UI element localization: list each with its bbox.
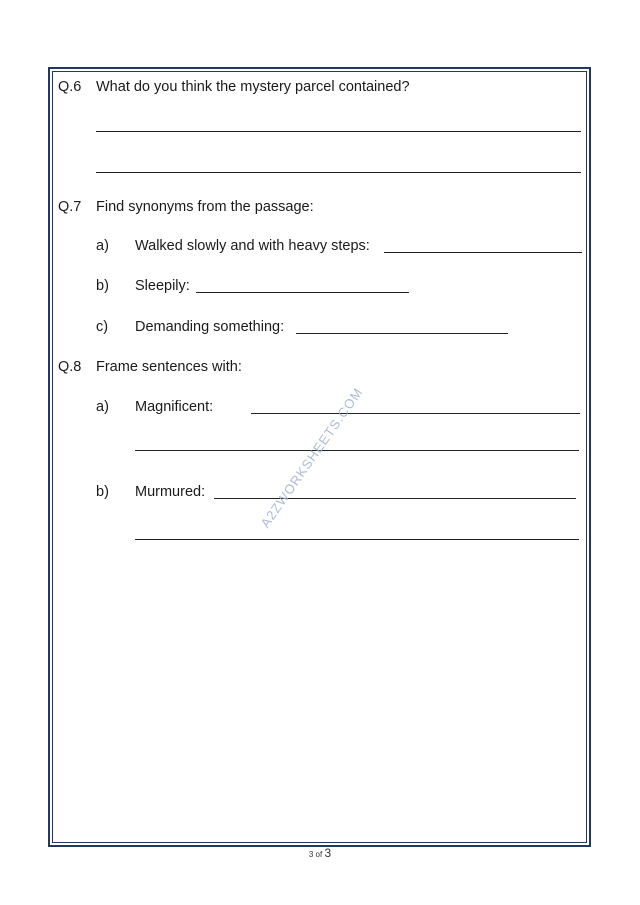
q6-number: Q.6 [58,79,82,95]
q7-item-a-label: Walked slowly and with heavy steps: [135,238,370,254]
q8-item-b-answer-line-1[interactable] [214,498,576,499]
q8-item-b-label: Murmured: [135,484,206,500]
page-footer [0,846,640,860]
page-total: 3 [324,846,332,860]
watermark: A2ZWORKSHEETS.COM [257,384,366,531]
q8-number: Q.8 [58,359,82,375]
q7-item-c-label: Demanding something: [135,319,285,335]
q7-item-b-answer-line[interactable] [196,292,409,293]
q8-item-a-letter: a) [96,399,109,415]
page-of: of [315,850,323,859]
q7-item-b-letter: b) [96,278,109,294]
q6-answer-line-1[interactable] [96,131,581,132]
q7-number: Q.7 [58,199,82,215]
q7-item-c-letter: c) [96,319,109,335]
q7-item-c-answer-line[interactable] [296,333,508,334]
page-number: 3 [308,850,314,859]
q8-item-b-letter: b) [96,484,109,500]
q7-item-b-label: Sleepily: [135,278,190,294]
q8-item-b-answer-line-2[interactable] [135,539,579,540]
q8-item-a-answer-line-1[interactable] [251,413,580,414]
q7-question: Find synonyms from the passage: [96,199,314,215]
q6-answer-line-2[interactable] [96,172,581,173]
q8-question: Frame sentences with: [96,359,242,375]
q8-item-a-answer-line-2[interactable] [135,450,579,451]
q6-question: What do you think the mystery parcel contained? [96,79,410,95]
q8-item-a-label: Magnificent: [135,399,214,415]
q7-item-a-answer-line[interactable] [384,252,582,253]
q7-item-a-letter: a) [96,238,109,254]
